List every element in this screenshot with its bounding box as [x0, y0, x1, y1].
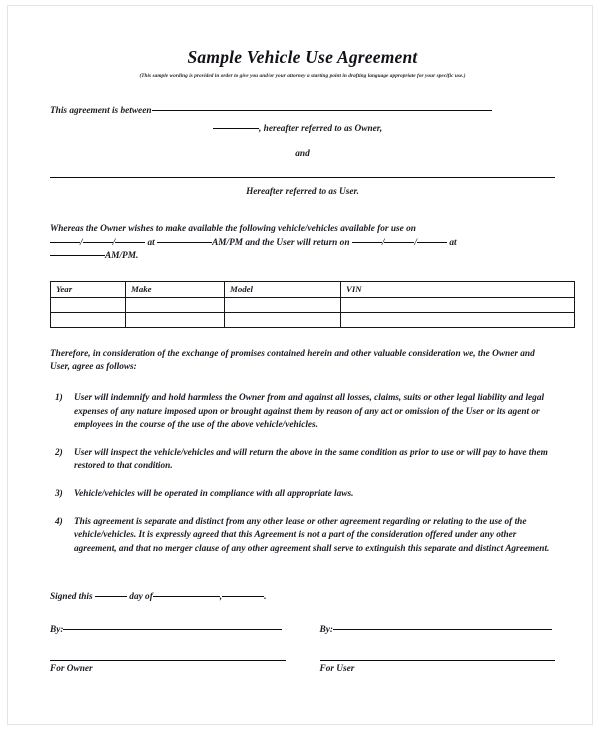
user-designation-row: [50, 186, 555, 200]
clause-text: User will indemnify and hold harmless the Owner from and against all losses, claims, suits or other legal liability and legal expenses of any nature imposed upon or brought against them by reason of any act or omission of the User or its agent or employees in the course of the use of the above vehicle/vehicles.: [74, 392, 545, 431]
signed-comma: ,: [219, 592, 223, 603]
whereas-text: Whereas the Owner wishes to make available the following vehicle/vehicles available for use on: [50, 223, 416, 234]
cell-vin[interactable]: [341, 312, 575, 327]
start-year-blank[interactable]: [115, 242, 145, 243]
clause-item: [50, 516, 555, 557]
signed-this-label: Signed this: [50, 592, 93, 603]
column-header-model: Model: [225, 281, 341, 297]
between-row: [50, 105, 555, 119]
table-header-row: [51, 281, 575, 297]
and-label: and: [295, 149, 310, 160]
signature-columns: [50, 624, 555, 676]
clause-number: 1): [55, 392, 63, 403]
clause-number: 3): [55, 488, 63, 499]
cell-vin[interactable]: [341, 297, 575, 312]
user-name-blank[interactable]: [50, 177, 555, 178]
day-of-label: day of: [129, 592, 153, 603]
owner-signature-blank[interactable]: [63, 629, 282, 630]
owner-designation-label: , hereafter referred to as Owner,: [259, 123, 383, 134]
return-day-blank[interactable]: [384, 242, 414, 243]
start-month-blank[interactable]: [50, 242, 80, 243]
and-row: [50, 148, 555, 162]
return-year-blank[interactable]: [417, 242, 447, 243]
user-signature-column: [320, 624, 556, 676]
owner-signature-column: [50, 624, 286, 676]
document-subtitle: (This sample wording is provided in order to give you and/or your attorney a starting point in drafting language appropriate for your specific use.): [139, 73, 466, 79]
column-header-year: Year: [51, 281, 126, 297]
clause-text: User will inspect the vehicle/vehicles and will return the above in the same condition as prior to use or will pay to have them restored to that condition.: [74, 447, 548, 472]
whereas-line-2: [50, 237, 555, 251]
cell-model[interactable]: [225, 312, 341, 327]
date2-separator-2: /: [414, 237, 418, 248]
return-time-blank[interactable]: [50, 255, 105, 256]
date-separator-1: /: [80, 237, 83, 248]
signed-year-blank[interactable]: [222, 596, 264, 597]
clause-number: 2): [55, 447, 63, 458]
cell-make[interactable]: [126, 312, 225, 327]
at-label-1: at: [147, 237, 155, 248]
date2-separator-1: /: [381, 237, 385, 248]
return-month-blank[interactable]: [352, 242, 382, 243]
owner-by-label: By:: [50, 624, 64, 635]
date-separator-2: /: [112, 237, 116, 248]
user-by-row: [320, 624, 556, 638]
whereas-section: [50, 223, 555, 264]
column-header-vin: VIN: [341, 281, 575, 297]
clause-item: [50, 392, 555, 433]
clause-item: [50, 447, 555, 474]
clause-text: Vehicle/vehicles will be operated in compliance with all appropriate laws.: [74, 488, 354, 499]
between-label: This agreement is between: [50, 106, 152, 116]
table-row: [51, 312, 575, 327]
table-row: [51, 297, 575, 312]
owner-printed-name-blank[interactable]: [50, 660, 286, 661]
clauses-list: [50, 392, 555, 556]
owner-by-row: [50, 624, 286, 638]
user-signature-blank[interactable]: [333, 629, 552, 630]
clause-item: [50, 488, 555, 502]
owner-name-blank[interactable]: [152, 110, 492, 111]
start-time-blank[interactable]: [157, 242, 212, 243]
parties-section: [50, 105, 555, 200]
start-day-blank[interactable]: [83, 242, 113, 243]
user-name-row: [50, 172, 555, 186]
at-label-2: at: [449, 237, 457, 248]
whereas-line-3: [50, 250, 555, 264]
document-content: [50, 5, 555, 675]
owner-suffix-blank[interactable]: [213, 128, 259, 129]
whereas-line-1: [50, 223, 555, 237]
user-by-label: By:: [319, 624, 333, 635]
ampm-return-label: AM/PM and the User will return on: [212, 237, 350, 248]
signed-period: .: [264, 592, 267, 603]
cell-model[interactable]: [225, 297, 341, 312]
cell-year[interactable]: [51, 312, 126, 327]
for-user-label: For User: [319, 664, 355, 675]
clause-text: This agreement is separate and distinct from any other lease or other agreement regarding or relating to the use of the vehicle/vehicles. It is expressly agreed that this Agreement is not a part of the consideration offered under any other agreement, and that no merger clause of any other agreement shall serve to extinguish this separate and distinct Agreement.: [74, 516, 550, 554]
signed-day-blank[interactable]: [95, 596, 127, 597]
signed-date-row: [50, 591, 555, 605]
therefore-paragraph: Therefore, in consideration of the exchange of promises contained herein and other valuable consideration we, the Owner and User, agree as follows:: [50, 348, 535, 373]
ampm-final-label: AM/PM.: [105, 251, 139, 262]
clause-number: 4): [55, 516, 63, 527]
signature-section: [50, 591, 555, 675]
signed-month-blank[interactable]: [153, 596, 220, 597]
vehicle-table: [50, 281, 575, 328]
user-printed-name-blank[interactable]: [320, 660, 556, 661]
cell-year[interactable]: [51, 297, 126, 312]
column-header-make: Make: [126, 281, 225, 297]
for-owner-label: For Owner: [50, 664, 93, 675]
page-title: Sample Vehicle Use Agreement: [187, 47, 418, 67]
cell-make[interactable]: [126, 297, 225, 312]
user-designation-label: Hereafter referred to as User.: [246, 187, 359, 198]
owner-designation-row: [50, 123, 555, 137]
